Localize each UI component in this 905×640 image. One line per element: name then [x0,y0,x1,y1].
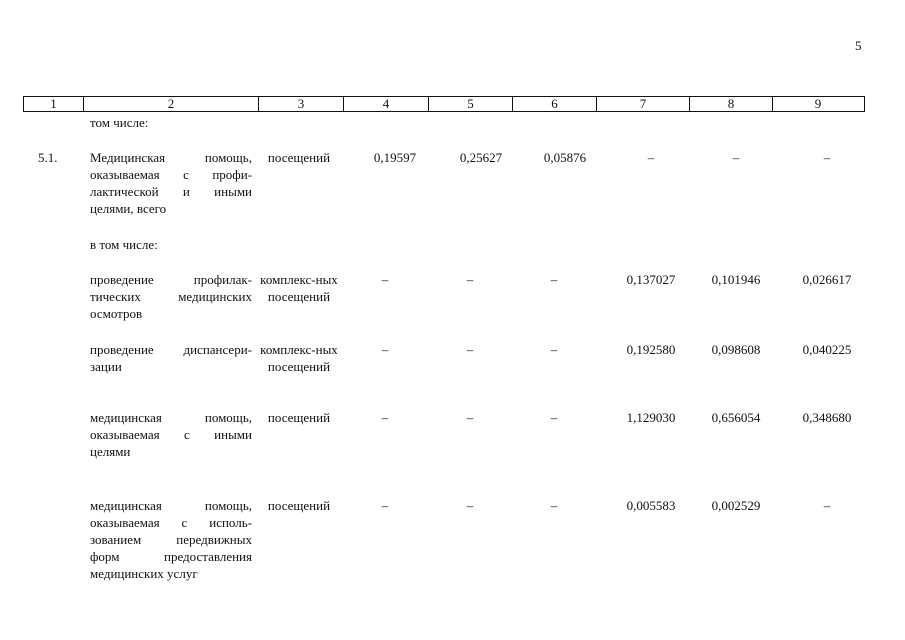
row-value-col9: – [823,150,831,165]
header-col-2: 2 [84,97,259,111]
row-value-col9: 0,026617 [802,272,852,287]
row-value-col8: 0,002529 [711,498,761,513]
header-col-3: 3 [259,97,344,111]
row-value-col8: 0,098608 [711,342,761,357]
row-value-col5: – [466,272,474,287]
header-col-4: 4 [344,97,429,111]
header-col-9: 9 [814,96,822,111]
header-col-1: 1 [24,97,84,111]
row-description: медицинская помощь, оказываемая с исполь-зованием передвижных форм предоставления медицинских услуг [90,498,252,581]
row-value-col8: 0,656054 [711,410,761,425]
row-description: Медицинская помощь, оказываемая с профи-лактической и иными целями, всего [90,150,252,216]
page-number: 5 [855,38,862,53]
row-number: 5.1. [38,150,58,165]
subheading: в том числе: [90,237,158,252]
row-value-col5: – [466,498,474,513]
row-unit: комплекс-ных посещений [260,342,338,374]
row-value-col9: 0,348680 [802,410,852,425]
row-value-col6: 0,05876 [543,150,587,165]
row-description: проведение профилак-тических медицинских осмотров [90,272,252,321]
row-unit: посещений [267,410,331,425]
header-col-8: 8 [690,97,773,111]
row-value-col7: – [647,150,655,165]
row-value-col7: 0,005583 [626,498,676,513]
row-description: медицинская помощь, оказываемая с иными целями [90,410,252,459]
row-value-col8: 0,101946 [711,272,761,287]
row-value-col5: – [466,342,474,357]
row-value-col4: – [381,410,389,425]
row-description: проведение диспансери-зации [90,342,252,374]
row-value-col4: – [381,342,389,357]
row-unit: комплекс-ных посещений [260,272,338,304]
header-col-6: 6 [513,97,597,111]
row-value-col6: – [550,272,558,287]
row-value-col8: – [732,150,740,165]
row-value-col7: 1,129030 [626,410,676,425]
row-unit: посещений [267,498,331,513]
row-value-col5: – [466,410,474,425]
continuation-text: том числе: [90,115,149,130]
row-value-col7: 0,137027 [626,272,676,287]
row-value-col6: – [550,342,558,357]
row-value-col6: – [550,498,558,513]
row-unit: посещений [267,150,331,165]
header-col-7: 7 [597,97,690,111]
row-value-col6: – [550,410,558,425]
row-value-col7: 0,192580 [626,342,676,357]
row-value-col4: 0,19597 [373,150,417,165]
row-value-col9: – [823,498,831,513]
row-value-col5: 0,25627 [459,150,503,165]
row-value-col4: – [381,272,389,287]
column-number-header [23,96,865,112]
row-value-col4: – [381,498,389,513]
header-col-5: 5 [429,97,513,111]
row-value-col9: 0,040225 [802,342,852,357]
